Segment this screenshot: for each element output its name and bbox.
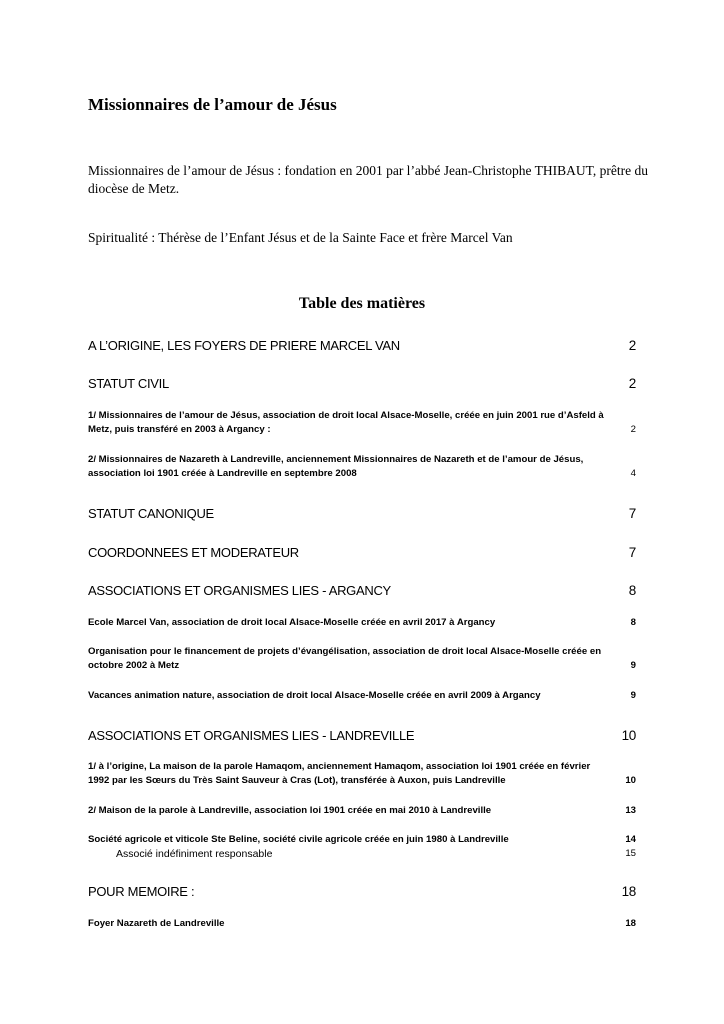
toc-entry-label: COORDONNEES ET MODERATEUR bbox=[88, 545, 299, 560]
toc-entry-ecole-marcel-van[interactable] bbox=[88, 616, 636, 630]
toc-entry-page: 7 bbox=[628, 506, 636, 521]
toc-entry-label: 1/ Missionnaires de l’amour de Jésus, association de droit local Alsace-Moselle, créée en juin 2001 rue d’Asfeld à Metz, puis transféré en 2003 à Argancy : bbox=[88, 410, 604, 435]
toc-entry-page: 9 bbox=[630, 660, 636, 671]
toc-entry-page: 8 bbox=[630, 617, 636, 628]
toc-entry-page: 15 bbox=[625, 848, 636, 859]
toc-entry-page: 2 bbox=[628, 376, 636, 391]
toc-entry-missionnaires-amour[interactable] bbox=[88, 409, 636, 437]
toc-entry-label: Organisation pour le financement de projets d’évangélisation, association de droit local Alsace-Moselle créée en octobre 2002 à Metz bbox=[88, 646, 602, 671]
toc-entry-page: 14 bbox=[625, 834, 636, 845]
toc-entry-label: ASSOCIATIONS ET ORGANISMES LIES - ARGANCY bbox=[88, 583, 391, 598]
toc-entry-label: 2/ Missionnaires de Nazareth à Landreville, anciennement Missionnaires de Nazareth et de l’amour de Jésus, association loi 1901 créée à Landreville en septembre 2008 bbox=[88, 454, 584, 479]
toc-entry-label: Ecole Marcel Van, association de droit local Alsace-Moselle créée en avril 2017 à Argancy bbox=[88, 617, 496, 628]
toc-entry-maison-parole[interactable] bbox=[88, 804, 636, 818]
toc-entry-page: 18 bbox=[625, 918, 636, 929]
toc-entry-missionnaires-nazareth[interactable] bbox=[88, 453, 636, 481]
toc-entry-page: 9 bbox=[630, 690, 636, 701]
toc-entry-pour-memoire[interactable] bbox=[88, 884, 636, 899]
toc-entry-page: 8 bbox=[628, 583, 636, 598]
toc-entry-societe-agricole[interactable] bbox=[88, 833, 636, 847]
toc-entry-label: STATUT CANONIQUE bbox=[88, 506, 214, 521]
toc-entry-label: POUR MEMOIRE : bbox=[88, 884, 195, 899]
toc-entry-page: 10 bbox=[621, 728, 636, 743]
toc-entry-page: 18 bbox=[621, 884, 636, 899]
toc-heading: Table des matières bbox=[298, 295, 426, 312]
toc-entry-page: 13 bbox=[625, 805, 636, 816]
toc-entry-statut-civil[interactable] bbox=[88, 376, 636, 391]
toc-entry-label: STATUT CIVIL bbox=[88, 376, 169, 391]
toc-entry-organisation-financement[interactable] bbox=[88, 645, 636, 673]
toc-entry-coordonnees[interactable] bbox=[88, 545, 636, 560]
toc-entry-label: Foyer Nazareth de Landreville bbox=[88, 918, 225, 929]
toc-entry-label: Société agricole et viticole Ste Beline, société civile agricole créée en juin 1980 à Landreville bbox=[88, 834, 509, 845]
toc-entry-page: 2 bbox=[630, 424, 636, 435]
document-title: Missionnaires de l’amour de Jésus bbox=[88, 95, 337, 114]
toc-entry-label: 2/ Maison de la parole à Landreville, association loi 1901 créée en mai 2010 à Landreville bbox=[88, 805, 492, 816]
toc-entry-label: ASSOCIATIONS ET ORGANISMES LIES - LANDREVILLE bbox=[88, 728, 415, 743]
toc-entry-associations-argancy[interactable] bbox=[88, 583, 636, 598]
intro-foundation: Missionnaires de l’amour de Jésus : fondation en 2001 par l’abbé Jean-Christophe THIBAUT, prêtre du diocèse de Metz. bbox=[88, 163, 648, 196]
toc-entry-page: 10 bbox=[625, 775, 636, 786]
intro-spirituality: Spiritualité : Thérèse de l’Enfant Jésus et de la Sainte Face et frère Marcel Van bbox=[88, 230, 513, 245]
toc-entry-associations-landreville[interactable] bbox=[88, 728, 636, 743]
toc-entry-statut-canonique[interactable] bbox=[88, 506, 636, 521]
toc-entry-label: Associé indéfiniment responsable bbox=[116, 848, 273, 860]
toc-entry-label: A L’ORIGINE, LES FOYERS DE PRIERE MARCEL VAN bbox=[88, 338, 400, 353]
toc-entry-label: Vacances animation nature, association de droit local Alsace-Moselle créée en avril 2009 à Argancy bbox=[88, 690, 541, 701]
toc-entry-foyer-nazareth[interactable] bbox=[88, 917, 636, 931]
toc-entry-page: 7 bbox=[628, 545, 636, 560]
toc-entry-origine[interactable] bbox=[88, 338, 636, 353]
toc-entry-vacances-animation[interactable] bbox=[88, 689, 636, 703]
toc-entry-page: 4 bbox=[630, 468, 636, 479]
toc-entry-associe[interactable] bbox=[116, 847, 636, 861]
toc-entry-page: 2 bbox=[628, 338, 636, 353]
toc-entry-hamaqom[interactable] bbox=[88, 760, 636, 788]
toc-entry-label: 1/ à l’origine, La maison de la parole Hamaqom, anciennement Hamaqom, association loi 1901 créée en février 1992 par les Sœurs du Très Saint Sauveur à Cras (Lot), transférée à Auxon, puis Landreville bbox=[88, 761, 591, 786]
